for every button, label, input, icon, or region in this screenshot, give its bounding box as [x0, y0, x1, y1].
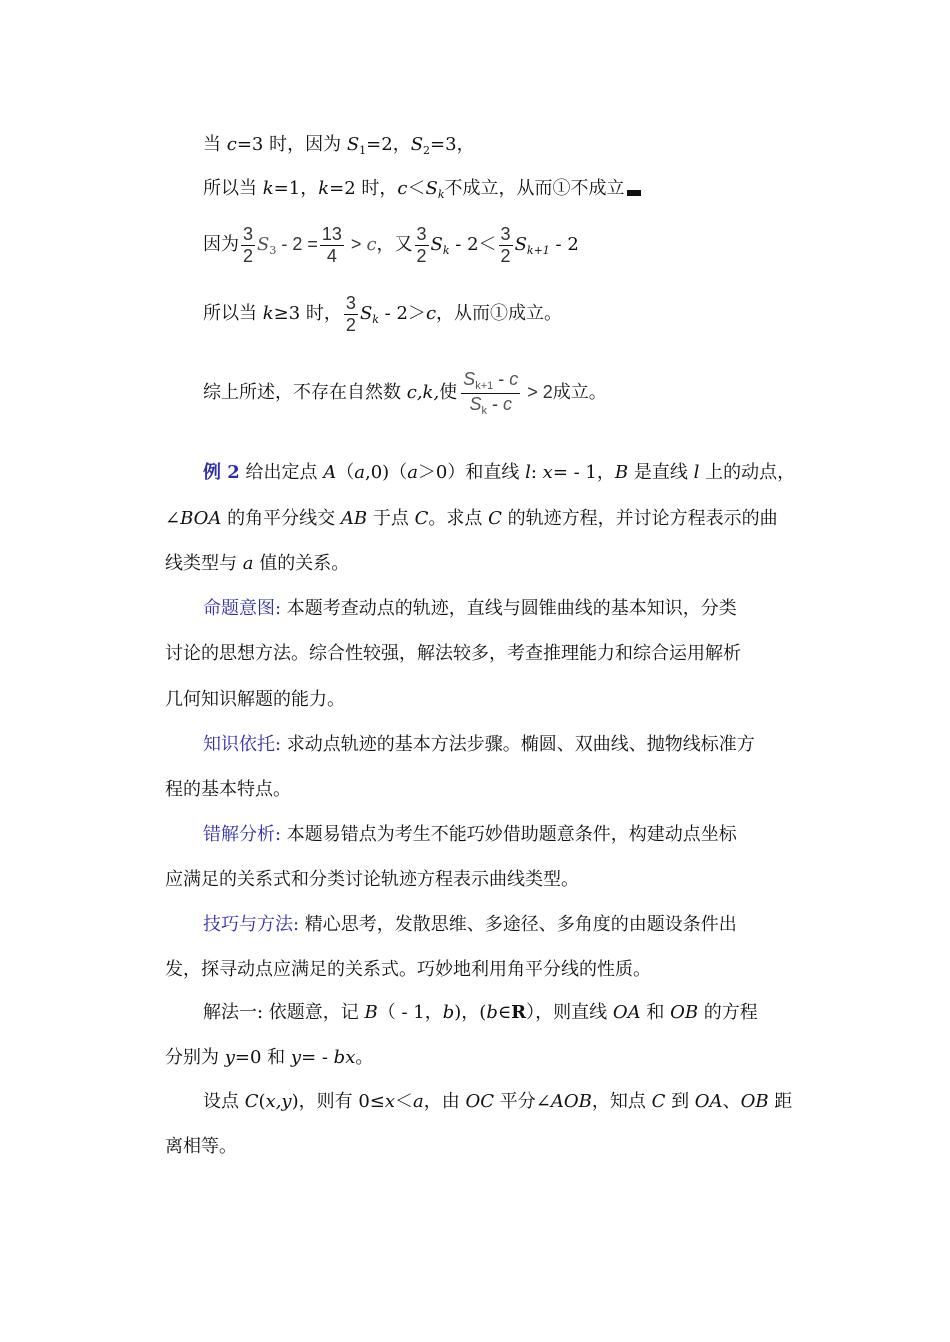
- example-2-line3: 线类型与 a 值的关系。: [165, 553, 350, 574]
- fraction: $\frac{13}{4}$: [321, 223, 342, 266]
- section-intent-line2: 讨论的思想方法。综合性较强，解法较多，考查推理能力和综合运用解析: [165, 643, 741, 664]
- section-error-label: 错解分析:: [203, 824, 282, 845]
- line-case-c3: 当 c=3 时，因为 $S_1=2$，$S_2=3$，: [203, 134, 475, 157]
- section-method-line2: 发，探寻动点应满足的关系式。巧妙地利用角平分线的性质。: [165, 959, 651, 980]
- section-intent-line3: 几何知识解题的能力。: [165, 689, 345, 710]
- solution-line1: 解法一: 依题意，记 B（ - 1，b)，(b∈R），则直线 OA 和 OB 的方程: [203, 1002, 758, 1023]
- section-intent-label: 命题意图:: [203, 598, 282, 619]
- edit-mark-icon: [627, 190, 641, 196]
- example-label: 例 2: [203, 462, 240, 483]
- section-knowledge-line2: 程的基本特点。: [165, 779, 291, 800]
- fraction: $\frac{3}{2}$: [243, 223, 254, 266]
- section-error-line1: 错解分析: 本题易错点为考生不能巧妙借助题意条件，构建动点坐标: [203, 824, 737, 845]
- line-because-formula: 因为 $\frac{3}{2}$ $S_3 - 2$ = $\frac{13}{4}$ > c，又 $\frac{3}{2}$ $S_k - 2<$ $\frac{3}{2}$ $S_{k+1} - 2$: [203, 223, 579, 266]
- solution-line4: 离相等。: [165, 1136, 237, 1157]
- fraction: $\frac{3}{2}$: [345, 292, 356, 335]
- section-method-line1: 技巧与方法: 精心思考，发散思维、多途径、多角度的由题设条件出: [203, 914, 737, 935]
- section-method-label: 技巧与方法:: [203, 914, 300, 935]
- solution-line2: 分别为 y=0 和 y= - bx。: [165, 1047, 374, 1068]
- solution-line3: 设点 C(x,y)，则有 0≤x＜a，由 OC 平分∠AOB，知点 C 到 OA、OB 距: [203, 1091, 793, 1112]
- fraction: $\frac{3}{2}$: [500, 223, 511, 266]
- section-error-line2: 应满足的关系式和分类讨论轨迹方程表示曲线类型。: [165, 869, 579, 890]
- section-knowledge-label: 知识依托:: [203, 734, 282, 755]
- section-intent-line1: 命题意图: 本题考查动点的轨迹，直线与圆锥曲线的基本知识，分类: [203, 598, 737, 619]
- line-k12: 所以当 k=1，k=2 时，$c<S_k$不成立，从而①不成立: [203, 176, 641, 208]
- example-2-line2: ∠BOA 的角平分线交 AB 于点 C。求点 C 的轨迹方程，并讨论方程表示的曲: [165, 508, 778, 529]
- line-k-ge-3: 所以当 k≥3 时， $\frac{3}{2}$ $S_k - 2>c$，从而①成立。: [203, 292, 563, 335]
- line-conclusion: 综上所述，不存在自然数 c,k,使 $\frac{S_{k+1} - c}{S_k - c}$ > 2成立。: [203, 368, 607, 417]
- fraction: $\frac{3}{2}$: [416, 223, 427, 266]
- section-knowledge-line1: 知识依托: 求动点轨迹的基本方法步骤。椭圆、双曲线、抛物线标准方: [203, 734, 755, 755]
- fraction: $\frac{S_{k+1} - c}{S_k - c}$: [463, 368, 519, 417]
- example-2-line1: 例 2 给出定点 A（a,0)（a＞0）和直线 l: x= - 1，B 是直线 l 上的动点，: [203, 462, 796, 483]
